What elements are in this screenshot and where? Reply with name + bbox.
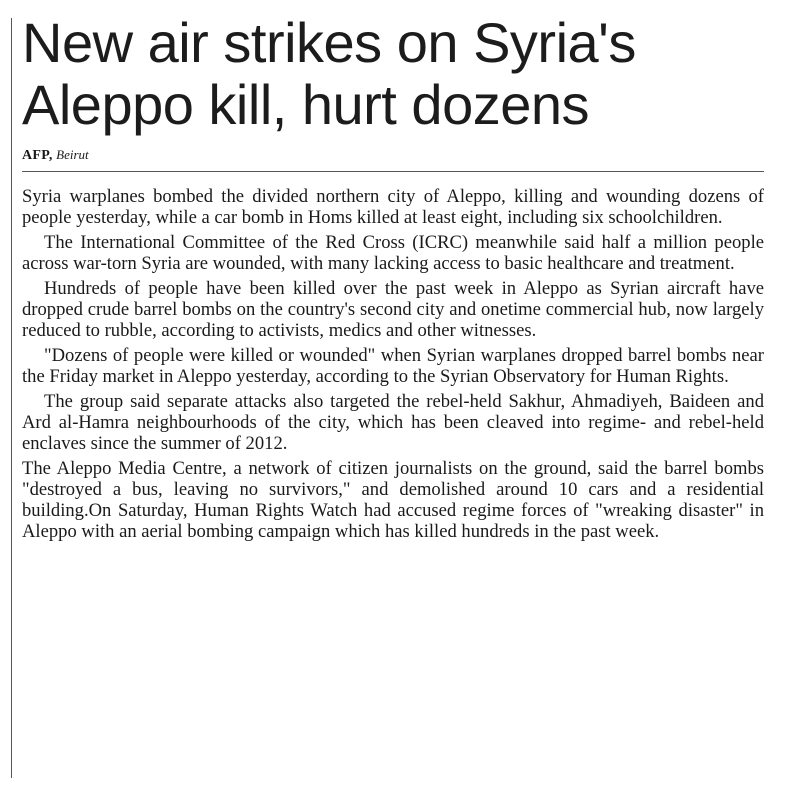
- paragraph: "Dozens of people were killed or wounded" when Syrian warplanes dropped barrel bombs near the Friday market in Aleppo yesterday, according to the Syrian Observatory for Human Rights.: [22, 345, 764, 387]
- paragraph: Hundreds of people have been killed over the past week in Aleppo as Syrian aircraft have dropped crude barrel bombs on the country's second city and onetime commercial hub, now largely reduced to rubble, according to activists, medics and other witnesses.: [22, 278, 764, 341]
- paragraph: The Aleppo Media Centre, a network of citizen journalists on the ground, said the barrel bombs "destroyed a bus, leaving no survivors," and demolished around 10 cars and a residential building.On Saturday, Human Rights Watch had accused regime forces of "wreaking disaster" in Aleppo with an aerial bombing campaign which has killed hundreds in the past week.: [22, 458, 764, 542]
- byline-place: Beirut: [56, 147, 89, 162]
- paragraph: The International Committee of the Red Cross (ICRC) meanwhile said half a million people across war-torn Syria are wounded, with many lacking access to basic healthcare and treatment.: [22, 232, 764, 274]
- byline: [22, 146, 764, 172]
- column-rule: [11, 18, 12, 778]
- headline: [22, 12, 764, 136]
- headline-line-2: Aleppo kill, hurt dozens: [22, 73, 590, 136]
- news-article: [22, 12, 764, 546]
- byline-agency: AFP,: [22, 148, 53, 163]
- paragraph: The group said separate attacks also targeted the rebel-held Sakhur, Ahmadiyeh, Baideen and Ard al-Hamra neighbourhoods of the city, which has been cleaved into regime- and rebel-held enclaves since the summer of 2012.: [22, 391, 764, 454]
- article-body: [22, 186, 764, 542]
- headline-line-1: New air strikes on Syria's: [22, 11, 636, 74]
- paragraph: Syria warplanes bombed the divided northern city of Aleppo, killing and wounding dozens of people yesterday, while a car bomb in Homs killed at least eight, including six schoolchildren.: [22, 186, 764, 228]
